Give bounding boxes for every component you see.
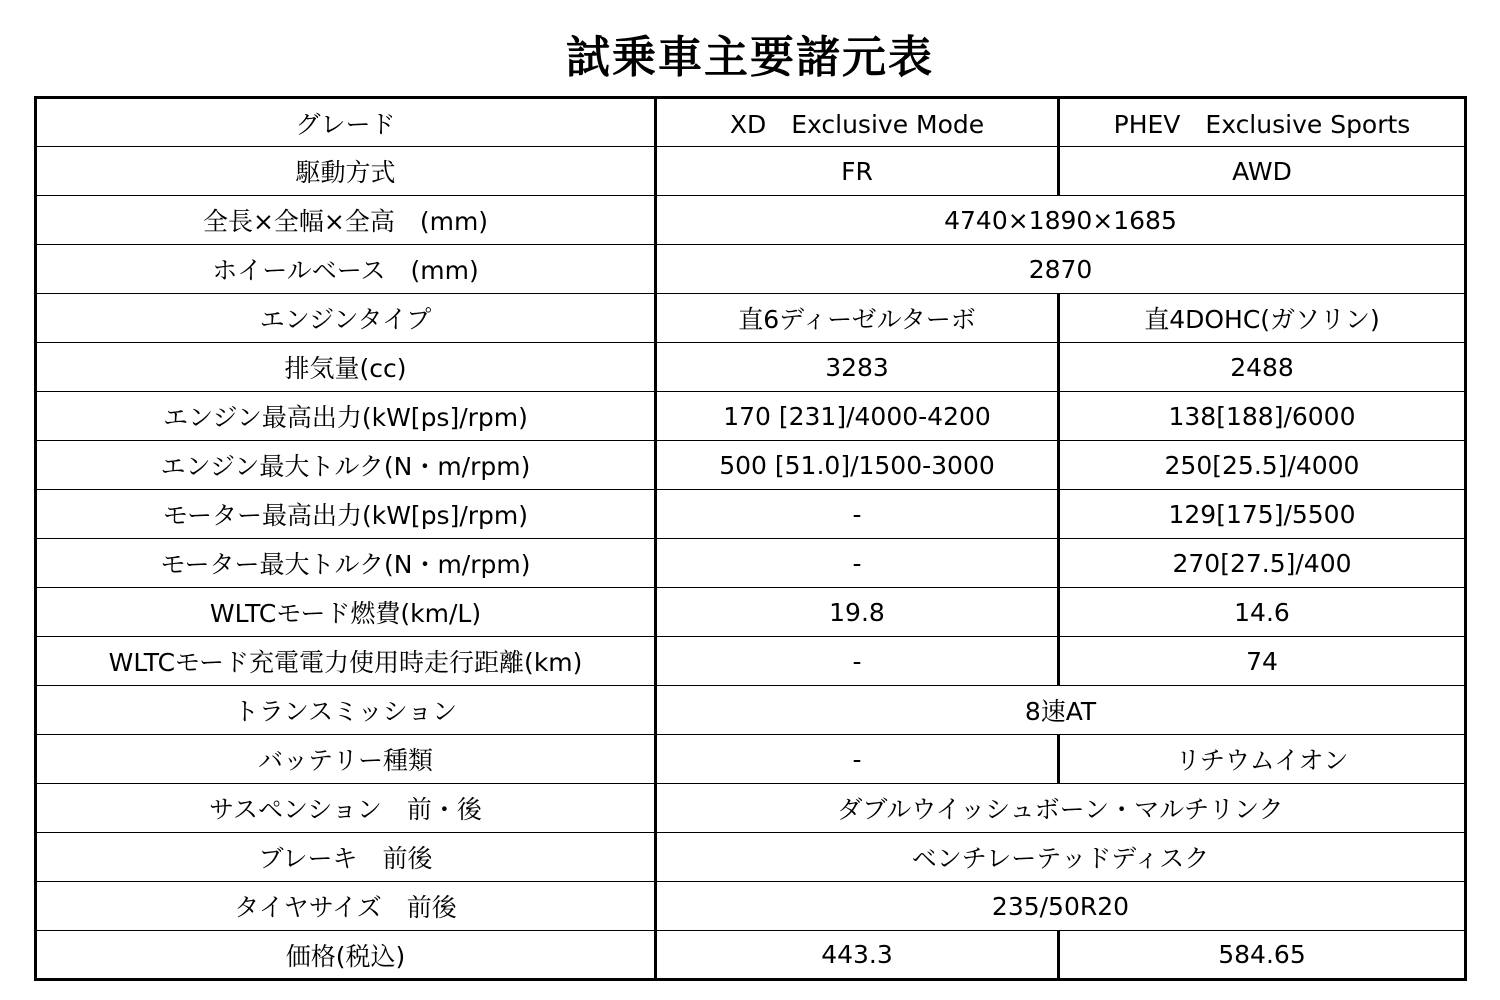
value-cell-phev: 584.65 <box>1059 931 1466 980</box>
table-row <box>36 637 1466 686</box>
table-row <box>36 392 1466 441</box>
value-cell-phev: 129[175]/5500 <box>1059 490 1466 539</box>
table-row <box>36 588 1466 637</box>
value-cell-xd: 500 [51.0]/1500-3000 <box>656 441 1059 490</box>
spec-table-body <box>36 98 1466 980</box>
row-label: WLTCモード燃費(km/L) <box>36 588 656 637</box>
table-row <box>36 686 1466 735</box>
value-cell-phev: 14.6 <box>1059 588 1466 637</box>
value-cell-phev: 2488 <box>1059 343 1466 392</box>
row-label: 排気量(cc) <box>36 343 656 392</box>
value-cell-phev: 138[188]/6000 <box>1059 392 1466 441</box>
table-row <box>36 735 1466 784</box>
table-row <box>36 833 1466 882</box>
value-cell-phev: 74 <box>1059 637 1466 686</box>
spec-table <box>34 96 1467 981</box>
value-cell-xd: 443.3 <box>656 931 1059 980</box>
row-label: エンジン最大トルク(N・m/rpm) <box>36 441 656 490</box>
value-cell-phev: PHEV Exclusive Sports <box>1059 98 1466 147</box>
table-row <box>36 539 1466 588</box>
value-cell-xd: - <box>656 539 1059 588</box>
table-row <box>36 245 1466 294</box>
value-cell-xd: XD Exclusive Mode <box>656 98 1059 147</box>
table-row <box>36 98 1466 147</box>
value-cell-xd: 直6ディーゼルターボ <box>656 294 1059 343</box>
value-cell-xd: 170 [231]/4000-4200 <box>656 392 1059 441</box>
value-cell-shared: 8速AT <box>656 686 1466 735</box>
row-label: サスペンション 前・後 <box>36 784 656 833</box>
table-row <box>36 441 1466 490</box>
row-label: 駆動方式 <box>36 147 656 196</box>
value-cell-phev: リチウムイオン <box>1059 735 1466 784</box>
row-label: グレード <box>36 98 656 147</box>
value-cell-shared: 2870 <box>656 245 1466 294</box>
value-cell-xd: - <box>656 735 1059 784</box>
row-label: モーター最大トルク(N・m/rpm) <box>36 539 656 588</box>
table-row <box>36 882 1466 931</box>
row-label: モーター最高出力(kW[ps]/rpm) <box>36 490 656 539</box>
value-cell-xd: 19.8 <box>656 588 1059 637</box>
value-cell-phev: AWD <box>1059 147 1466 196</box>
page-title: 試乗車主要諸元表 <box>566 32 934 83</box>
row-label: ブレーキ 前後 <box>36 833 656 882</box>
value-cell-phev: 直4DOHC(ガソリン) <box>1059 294 1466 343</box>
value-cell-xd: - <box>656 637 1059 686</box>
value-cell-phev: 270[27.5]/400 <box>1059 539 1466 588</box>
value-cell-shared: 235/50R20 <box>656 882 1466 931</box>
value-cell-xd: - <box>656 490 1059 539</box>
row-label: バッテリー種類 <box>36 735 656 784</box>
table-row <box>36 343 1466 392</box>
value-cell-shared: ダブルウイッシュボーン・マルチリンク <box>656 784 1466 833</box>
row-label: エンジンタイプ <box>36 294 656 343</box>
table-row <box>36 294 1466 343</box>
value-cell-shared: ベンチレーテッドディスク <box>656 833 1466 882</box>
value-cell-phev: 250[25.5]/4000 <box>1059 441 1466 490</box>
row-label: エンジン最高出力(kW[ps]/rpm) <box>36 392 656 441</box>
value-cell-xd: FR <box>656 147 1059 196</box>
row-label: WLTCモード充電電力使用時走行距離(km) <box>36 637 656 686</box>
value-cell-xd: 3283 <box>656 343 1059 392</box>
row-label: 全長×全幅×全高 (mm) <box>36 196 656 245</box>
row-label: タイヤサイズ 前後 <box>36 882 656 931</box>
row-label: ホイールベース (mm) <box>36 245 656 294</box>
row-label: トランスミッション <box>36 686 656 735</box>
value-cell-shared: 4740×1890×1685 <box>656 196 1466 245</box>
table-row <box>36 784 1466 833</box>
row-label: 価格(税込) <box>36 931 656 980</box>
table-row <box>36 931 1466 980</box>
table-row <box>36 490 1466 539</box>
table-row <box>36 196 1466 245</box>
table-row <box>36 147 1466 196</box>
